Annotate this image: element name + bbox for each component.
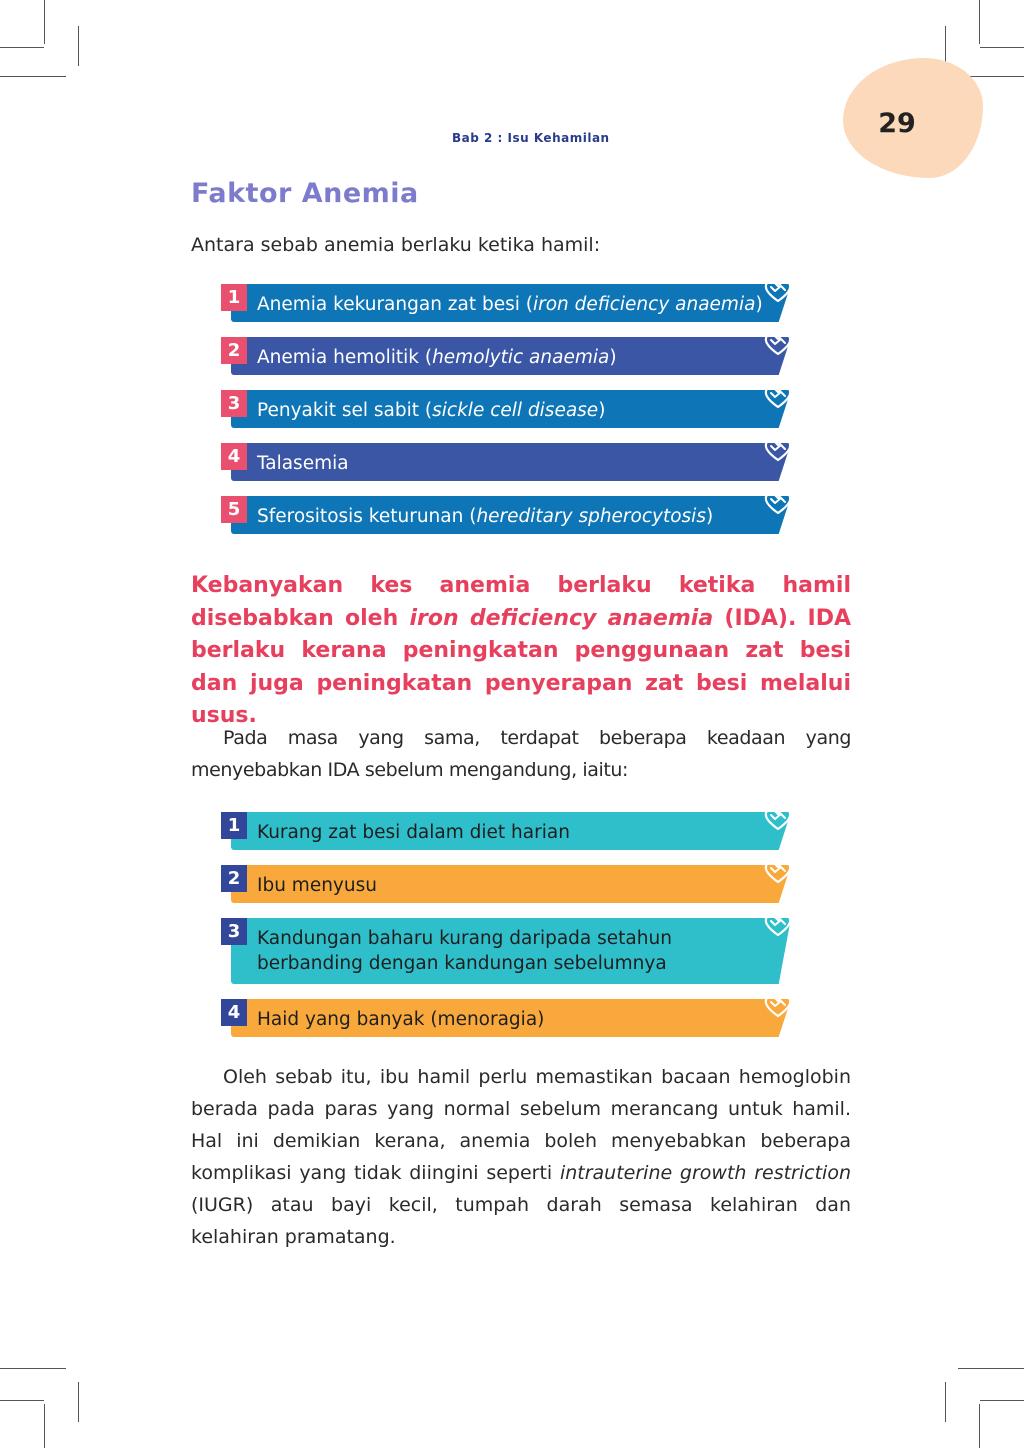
label-italic: iron deficiency anaemia [532,294,756,315]
list-item-number: 2 [221,865,247,892]
list-item [221,865,793,903]
label-line: Haid yang banyak (menoragia) [257,1009,545,1030]
label-text: Anemia hemolitik ( [257,347,433,368]
list-item-label [257,1007,544,1032]
highlight-text: Kebanyakan kes anemia berlaku ketika hamil disebabkan oleh [191,573,851,631]
list-item [221,918,793,984]
heart-pulse-icon [763,490,793,516]
heart-pulse-icon [763,859,793,885]
heart-pulse-icon [763,278,793,304]
list-item-number: 3 [221,918,247,945]
list-item-label [257,820,570,845]
heart-pulse-icon [763,437,793,463]
list-item-label [257,873,377,898]
crop-mark [0,76,66,77]
label-line: Kurang zat besi dalam diet harian [257,822,570,843]
label-text: ) [609,347,617,368]
crop-mark [945,1382,946,1422]
label-text: Talasemia [257,453,349,474]
closing-text: (IUGR) atau bayi kecil, tumpah darah semasa kelahiran dan kelahiran pramatang. [191,1194,851,1248]
highlight-text: (IDA). IDA berlaku kerana peningkatan penggunaan zat besi dan juga peningkatan penyerapan zat besi melalui usus. [191,605,852,728]
closing-text: Oleh sebab itu, ibu hamil perlu memastikan bacaan hemoglobin berada pada paras yang normal sebelum merancang untuk hamil. Hal ini demikian kerana, anemia boleh menyebabkan beberapa komplikasi yang tidak diingini seperti [191,1066,851,1184]
crop-mark [980,1400,1024,1401]
list-item [221,284,793,322]
heart-pulse-icon [763,331,793,357]
crop-mark [979,1404,980,1448]
crop-mark [0,47,44,48]
label-italic: hereditary spherocytosis [476,506,706,527]
heart-pulse-icon [763,912,793,938]
label-text: ) [598,400,606,421]
label-text: Anemia kekurangan zat besi ( [257,294,533,315]
crop-mark [78,1382,79,1422]
highlight-paragraph [191,570,851,733]
heart-pulse-icon [763,384,793,410]
label-line: berbanding dengan kandungan sebelumnya [257,953,667,974]
list-item [221,812,793,850]
list-item-number: 5 [221,496,247,523]
closing-paragraph [191,1061,851,1253]
label-text: ) [755,294,763,315]
label-text: Penyakit sel sabit ( [257,400,433,421]
list-item-label [257,345,617,370]
heart-pulse-icon [763,806,793,832]
crop-mark [44,0,45,44]
crop-mark [980,47,1024,48]
label-italic: hemolytic anaemia [432,347,610,368]
list-item-number: 3 [221,390,247,417]
page-number: 29 [878,108,916,139]
conditions-intro: Pada masa yang sama, terdapat beberapa keadaan yang menyebabkan IDA sebelum mengandung, iaitu: [191,727,851,781]
crop-mark [979,0,980,44]
list-item-label [257,451,349,476]
list-item [221,390,793,428]
running-header: Bab 2 : Isu Kehamilan [452,131,610,145]
label-text: ) [705,506,714,527]
crop-mark [945,26,946,66]
list-item-number: 4 [221,443,247,470]
list-item [221,443,793,481]
intro-paragraph: Antara sebab anemia berlaku ketika hamil: [191,234,601,256]
crop-mark [0,1368,66,1369]
crop-mark [958,1368,1024,1369]
crop-mark [78,26,79,66]
list-item-number: 1 [221,812,247,839]
label-line: Ibu menyusu [257,875,377,896]
list-item-number: 4 [221,999,247,1026]
list-item [221,337,793,375]
crop-mark [0,1400,44,1401]
highlight-italic: iron deficiency anaemia [409,605,714,631]
list-item-number: 1 [221,284,247,311]
closing-italic: intrauterine growth restriction [559,1162,851,1184]
list-item [221,999,793,1037]
section-heading: Faktor Anemia [191,178,419,209]
list-item [221,496,793,534]
list-item-label [257,398,605,423]
list-item-label [257,292,763,317]
label-italic: sickle cell disease [432,400,599,421]
crop-mark [44,1404,45,1448]
list-item-label [257,504,713,529]
list-item-number: 2 [221,337,247,364]
label-line: Kandungan baharu kurang daripada setahun [257,928,672,949]
heart-pulse-icon [763,993,793,1019]
label-text: Sferositosis keturunan ( [257,506,477,527]
list-item-label [257,926,672,976]
